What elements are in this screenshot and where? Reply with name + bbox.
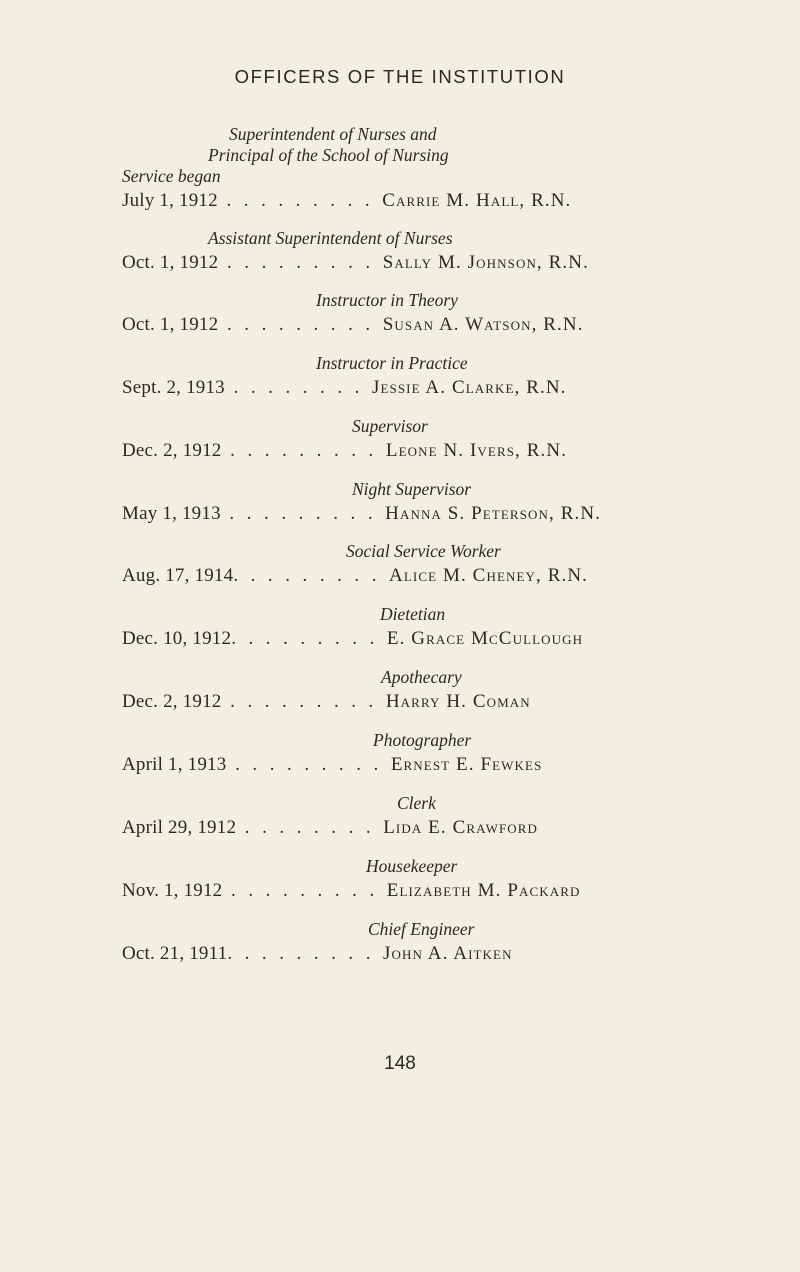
role-title: Night Supervisor bbox=[352, 479, 472, 499]
officer-entry bbox=[122, 943, 513, 965]
service-date: Nov. 1, 1912 bbox=[122, 880, 223, 901]
service-date: Sept. 2, 1913 bbox=[122, 377, 225, 398]
role-title: Supervisor bbox=[352, 416, 428, 436]
officer-entry bbox=[122, 691, 531, 713]
role-title: Apothecary bbox=[381, 667, 462, 687]
officer-entry bbox=[122, 565, 588, 587]
service-date: Dec. 2, 1912 bbox=[122, 691, 222, 712]
leader-dots: . . . . . . . . . bbox=[221, 691, 386, 712]
page-heading: OFFICERS OF THE INSTITUTION bbox=[234, 66, 566, 87]
officer-entry bbox=[122, 190, 571, 212]
officer-name: Harry H. Coman bbox=[385, 691, 531, 712]
service-date: July 1, 1912 bbox=[122, 190, 218, 211]
officer-name: Jessie A. Clarke, R.N. bbox=[371, 377, 567, 398]
leader-dots: . . . . . . . . bbox=[236, 817, 384, 838]
officer-name: Susan A. Watson, R.N. bbox=[382, 314, 584, 335]
leader-dots: . . . . . . . . . bbox=[217, 190, 383, 211]
officer-name: Leone N. Ivers, R.N. bbox=[385, 440, 568, 461]
officer-name: Carrie M. Hall, R.N. bbox=[382, 190, 572, 211]
service-date: Aug. 17, 1914 bbox=[122, 565, 234, 586]
officer-name: E. Grace McCullough bbox=[386, 628, 584, 649]
officer-name: John A. Aitken bbox=[383, 943, 513, 964]
officer-entry bbox=[122, 314, 584, 336]
leader-dots: . . . . . . . . . bbox=[226, 754, 391, 775]
role-title-line-2: Principal of the School of Nursing bbox=[208, 145, 449, 165]
role-title: Housekeeper bbox=[366, 856, 458, 876]
leader-dots: . . . . . . . . . bbox=[218, 314, 383, 335]
service-date: April 1, 1913 bbox=[122, 754, 227, 775]
service-date: Dec. 2, 1912 bbox=[122, 440, 222, 461]
role-title: Photographer bbox=[373, 730, 472, 750]
service-date: Oct. 1, 1912 bbox=[122, 252, 219, 273]
leader-dots: . . . . . . . . . bbox=[227, 943, 384, 964]
role-title-line-1: Superintendent of Nurses and bbox=[229, 124, 437, 144]
leader-dots: . . . . . . . . . bbox=[218, 252, 383, 273]
role-title: Assistant Superintendent of Nurses bbox=[208, 228, 453, 248]
page-number: 148 bbox=[384, 1053, 416, 1074]
service-date: April 29, 1912 bbox=[122, 817, 237, 838]
officer-name: Lida E. Crawford bbox=[383, 817, 539, 838]
service-began-label: Service began bbox=[122, 166, 221, 186]
officer-entry bbox=[122, 628, 583, 650]
service-date: Oct. 21, 1911 bbox=[122, 943, 228, 964]
officer-entry bbox=[122, 440, 567, 462]
officer-name: Sally M. Johnson, R.N. bbox=[382, 252, 589, 273]
service-date: Dec. 10, 1912 bbox=[122, 628, 232, 649]
leader-dots: . . . . . . . . . bbox=[231, 628, 387, 649]
service-date: Oct. 1, 1912 bbox=[122, 314, 219, 335]
officer-entry bbox=[122, 880, 581, 902]
role-title: Instructor in Practice bbox=[316, 353, 468, 373]
role-title: Social Service Worker bbox=[346, 541, 501, 561]
officer-entry bbox=[122, 377, 567, 399]
leader-dots: . . . . . . . . . bbox=[220, 503, 386, 524]
role-title: Dietetian bbox=[380, 604, 446, 624]
leader-dots: . . . . . . . . . bbox=[221, 440, 386, 461]
role-title: Chief Engineer bbox=[368, 919, 475, 939]
officer-entry bbox=[122, 252, 589, 274]
officer-name: Ernest E. Fewkes bbox=[390, 754, 543, 775]
role-title: Instructor in Theory bbox=[316, 290, 458, 310]
leader-dots: . . . . . . . . bbox=[224, 377, 372, 398]
leader-dots: . . . . . . . . . bbox=[222, 880, 387, 901]
service-date: May 1, 1913 bbox=[122, 503, 221, 524]
role-title: Clerk bbox=[397, 793, 436, 813]
officer-name: Elizabeth M. Packard bbox=[386, 880, 581, 901]
officer-name: Hanna S. Peterson, R.N. bbox=[385, 503, 601, 524]
officer-entry bbox=[122, 503, 601, 525]
officer-entry bbox=[122, 754, 542, 776]
leader-dots: . . . . . . . . . bbox=[233, 565, 390, 586]
officer-entry bbox=[122, 817, 538, 839]
officer-name: Alice M. Cheney, R.N. bbox=[389, 565, 588, 586]
